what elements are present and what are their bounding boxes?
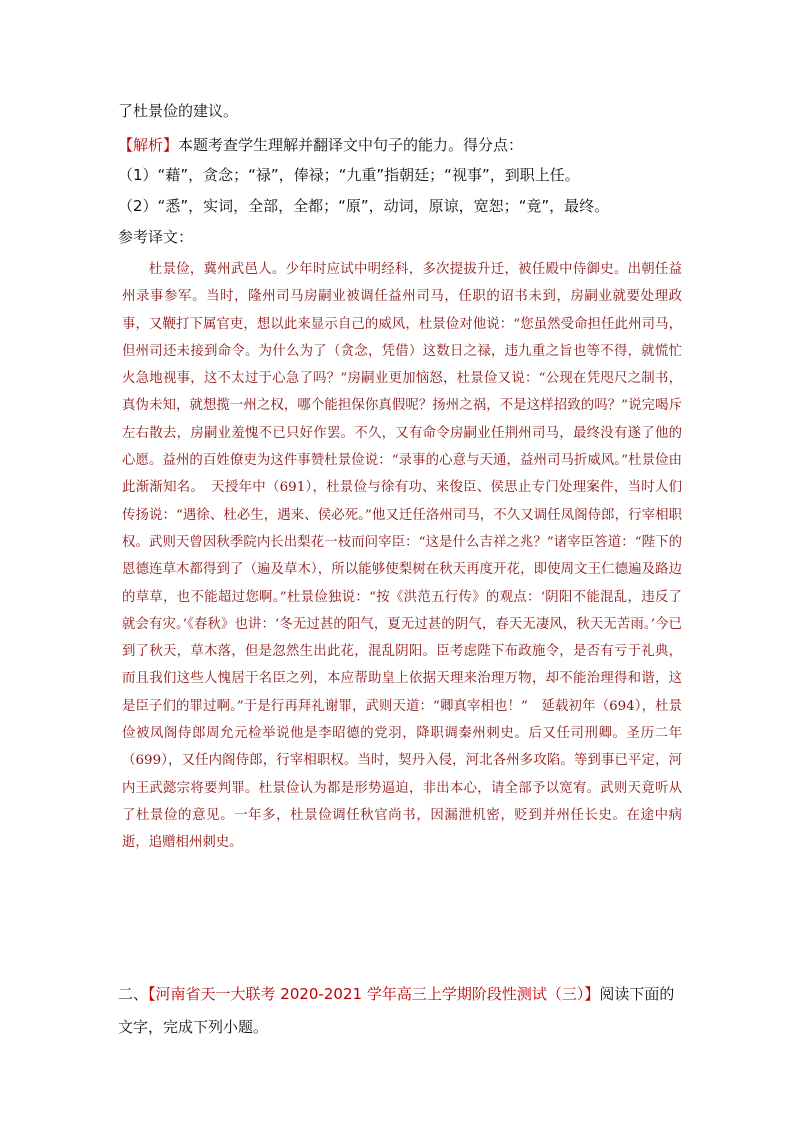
translation-paragraph: 杜景俭，冀州武邑人。少年时应试中明经科，多次提拔升迁，被任殿中侍御史。出朝任益州录事参军。当时，隆州司马房嗣业被调任益州司马，任职的诏书未到，房嗣业就要处理政事，又鞭打下属官吏，想以此来显示自己的威风，杜景俭对他说：“您虽然受命担任此州司马，但州司还未接到命令。为什么为了（贪念，凭借）这数日之禄，违九重之旨也等不得，就慌忙火急地视事，这不太过于心急了吗？”房嗣业更加恼怒，杜景俭又说：“公现在凭咫尺之制书，真伪未知，就想揽一州之权，哪个能担保你真假呢？扬州之祸，不是这样招致的吗？”说完喝斥左右散去，房嗣业羞愧不已只好作罢。不久，又有命令房嗣业任荆州司马，最终没有遂了他的心愿。益州的百姓僚吏为这件事赞杜景俭说：“录事的心意与天通，益州司马折威风。”杜景俭由此渐渐知名。 天授年中（691），杜景俭与徐有功、来俊臣、侯思止专门处理案件，当时人们传扬说：“遇徐、杜必生，遇来、侯必死。”他又迁任洛州司马，不久又调任凤阁侍郎，行宰相职权。武则天曾因秋季院内长出梨花一枝而问宰臣：“这是什么吉祥之兆？”诸宰臣答道：“陛下的恩德连草木都得到了（遍及草木），所以能够使梨树在秋天再度开花，即使周文王仁德遍及路边的草草，也不能超过您啊。”杜景俭独说：“按《洪范五行传》的观点：‘阴阳不能混乱，违反了就会有灾。’《春秋》也讲：‘冬无过甚的阳气，夏无过甚的阴气，春天无凄风，秋天无苦雨。’今已到了秋天，草木落，但是忽然生出此花，混乱阴阳。臣考虑陛下布政施令，是否有亏于礼典，而且我们这些人愧居于名臣之列，本应帮助皇上依据天理来治理万物，却不能治理得和谐，这是臣子们的罪过啊。”于是行再拜礼谢罪，武则天道：“卿真宰相也！” 延载初年（694），杜景俭被凤阁侍郎周允元检举说他是李昭德的党羽，降职调秦州刺史。后又任司刑卿。圣历二年（699），又任内阁侍郎，行宰相职权。当时，契丹入侵，河北各州多攻陷。等到事已平定，河内王武懿宗将要判罪。杜景俭认为都是形势逼迫，非出本心，请全部予以宽宥。武则天竟听从了杜景俭的意见。一年多，杜景俭调任秋官尚书，因漏泄机密，贬到并州任长史。在途中病逝，追赠相州刺史。 xyxy=(122,262,682,851)
score-point-1: （1）“藉”，贪念；“禄”，俸禄；“九重”指朝廷；“视事”，到职上任。 xyxy=(118,166,580,184)
question-number: 二、 xyxy=(118,985,149,1003)
analysis-line xyxy=(118,134,678,156)
reference-translation xyxy=(122,256,682,857)
score-point-2: （2）“悉”，实词，全部，全都；“原”，动词，原谅，宽恕；“竟”，最终。 xyxy=(118,197,610,215)
reference-label: 参考译文： xyxy=(118,228,194,246)
question-instruction: 阅读下面的文字，完成下列小题。 xyxy=(118,985,675,1036)
question-source-tag: 【河南省天一大联考 2020-2021 学年高三上学期阶段性测试（三）】 xyxy=(148,985,600,1003)
analysis-text: 本题考查学生理解并翻译文中句子的能力。得分点： xyxy=(178,136,524,154)
intro-line: 了杜景俭的建议。 xyxy=(118,102,239,120)
analysis-tag: 【解析】 xyxy=(118,136,179,154)
next-question-title xyxy=(118,978,678,1044)
